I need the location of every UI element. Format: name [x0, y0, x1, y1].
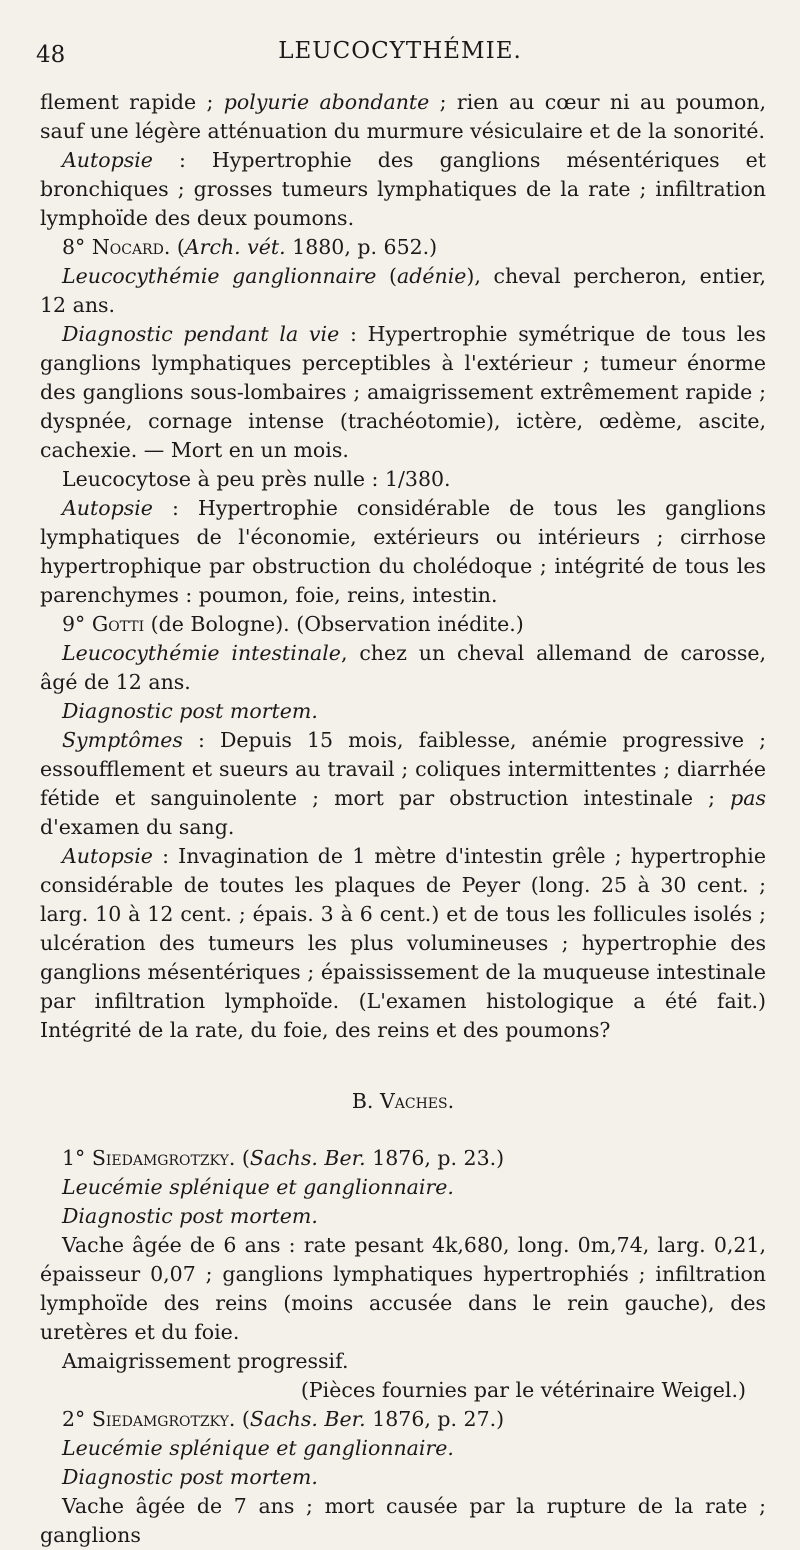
text-run: flement rapide ; [40, 90, 224, 114]
paragraph [40, 1492, 766, 1550]
text-run: . ( [228, 1146, 250, 1170]
paragraph [40, 1434, 766, 1463]
paragraph [40, 639, 766, 697]
small-caps-text: Nocard [91, 235, 164, 259]
text-run: Amaigrissement progressif. [62, 1349, 349, 1373]
paragraph [40, 1144, 766, 1173]
italic-text: Sachs. Ber. [249, 1407, 366, 1431]
text-run: (Pièces fournies par le vétérinaire Weigel.) [300, 1378, 746, 1402]
paragraph [40, 1463, 766, 1492]
paragraph [40, 697, 766, 726]
italic-text: Sachs. Ber. [249, 1146, 366, 1170]
italic-text: Diagnostic pendant la vie [62, 322, 340, 346]
paragraph [40, 726, 766, 842]
body-text [40, 88, 766, 1550]
text-run: : Hypertrophie symétrique de tous les ganglions lymphatiques perceptibles à l'extérieur ; tumeur énorme des ganglions sous-lombaires ; amaigrissement extrêmement rapide ; dyspnée, cornage intense (trachéotomie), ictère, œdème, ascite, cachexie. — Mort en un mois. [40, 322, 766, 462]
paragraph [40, 233, 766, 262]
paragraph [40, 320, 766, 465]
italic-text: adénie [397, 264, 467, 288]
paragraph [40, 1202, 766, 1231]
italic-text: polyurie abondante [223, 90, 430, 114]
italic-text: Autopsie [62, 496, 153, 520]
text-run: 8° [62, 235, 92, 259]
italic-text: Autopsie [62, 148, 153, 172]
paragraph [40, 610, 766, 639]
italic-text: Leucémie splénique et ganglionnaire. [62, 1436, 454, 1460]
paragraph [40, 1405, 766, 1434]
text-run: 1876, p. 27.) [365, 1407, 505, 1431]
paragraph [40, 465, 766, 494]
text-run: 1876, p. 23.) [365, 1146, 505, 1170]
text-run: d'examen du sang. [40, 815, 235, 839]
page-number: 48 [36, 42, 66, 68]
text-run: . [447, 1089, 455, 1113]
text-run: ), cheval percheron, entier, 12 ans. [40, 264, 767, 317]
running-title: LEUCOCYTHÉMIE. [278, 38, 522, 64]
italic-text: Arch. vét. [184, 235, 286, 259]
paragraph [40, 494, 766, 610]
text-run: ; rien au cœur ni au poumon, sauf une légère atténuation du murmure vésiculaire et de la sonorité. [40, 90, 766, 143]
paragraph [40, 1347, 766, 1376]
text-run: Vache âgée de 6 ans : rate pesant 4k,680, long. 0m,74, larg. 0,21, épaisseur 0,07 ; ganglions lymphatiques hypertrophiés ; infiltration lymphoïde des reins (moins accusée dans le rein gauche), des uretères et du foie. [40, 1233, 766, 1344]
small-caps-text: Siedamgrotzky [91, 1146, 229, 1170]
text-run: , chez un cheval allemand de carosse, âgé de 12 ans. [40, 641, 767, 694]
text-run: Vache âgée de 7 ans ; mort causée par la rupture de la rate ; ganglions [40, 1494, 766, 1547]
italic-text: Symptômes [62, 728, 183, 752]
text-run: 1° [62, 1146, 92, 1170]
italic-text: Diagnostic post mortem. [62, 1465, 318, 1489]
page-header [36, 34, 764, 74]
small-caps-text: Vaches [379, 1089, 448, 1113]
italic-text: Diagnostic post mortem. [62, 699, 318, 723]
text-run: 2° [62, 1407, 92, 1431]
paragraph [40, 146, 766, 233]
text-run: : Invagination de 1 mètre d'intestin grêle ; hypertrophie considérable de toutes les plaques de Peyer (long. 25 à 30 cent. ; larg. 10 à 12 cent. ; épais. 3 à 6 cent.) et de tous les follicules isolés ; ulcération des tumeurs les plus volumineuses ; hypertrophie des ganglions mésentériques ; épaississement de la muqueuse intestinale par infiltration lymphoïde. (L'examen histologique a été fait.) Intégrité de la rate, du foie, des reins et des poumons? [40, 844, 766, 1042]
paragraph [40, 262, 766, 320]
text-run: 9° [62, 612, 92, 636]
paragraph [40, 1231, 766, 1347]
text-run: 1880, p. 652.) [285, 235, 438, 259]
italic-text: Diagnostic post mortem. [62, 1204, 318, 1228]
small-caps-text: Siedamgrotzky [91, 1407, 229, 1431]
paragraph [40, 88, 766, 146]
text-run: ( [376, 264, 398, 288]
paragraph [40, 842, 766, 1045]
section-heading [40, 1087, 766, 1116]
text-run: Leucocytose à peu près nulle : 1/380. [62, 467, 451, 491]
small-caps-text: Gotti [91, 612, 145, 636]
text-run: : Depuis 15 mois, faiblesse, anémie progressive ; essoufflement et sueurs au travail ; coliques intermittentes ; diarrhée fétide et sanguinolente ; mort par obstruction intestinale ; [40, 728, 766, 810]
italic-text: Autopsie [62, 844, 153, 868]
text-run: : Hypertrophie des ganglions mésentériques et bronchiques ; grosses tumeurs lymphatiques de la rate ; infiltration lymphoïde des deux poumons. [40, 148, 766, 230]
italic-text: Leucocythémie intestinale [62, 641, 341, 665]
text-run: . ( [228, 1407, 250, 1431]
italic-text: Leucocythémie ganglionnaire [62, 264, 377, 288]
italic-text: pas [730, 786, 766, 810]
text-run: (de Bologne). (Observation inédite.) [144, 612, 524, 636]
paragraph [40, 1376, 766, 1405]
text-run: : Hypertrophie considérable de tous les ganglions lymphatiques de l'économie, extérieurs ou intérieurs ; cirrhose hypertrophique par obstruction du cholédoque ; intégrité de tous les parenchymes : poumon, foie, reins, intestin. [40, 496, 766, 607]
text-run: B. [351, 1089, 380, 1113]
italic-text: Leucémie splénique et ganglionnaire. [62, 1175, 454, 1199]
paragraph [40, 1173, 766, 1202]
text-run: . ( [163, 235, 185, 259]
